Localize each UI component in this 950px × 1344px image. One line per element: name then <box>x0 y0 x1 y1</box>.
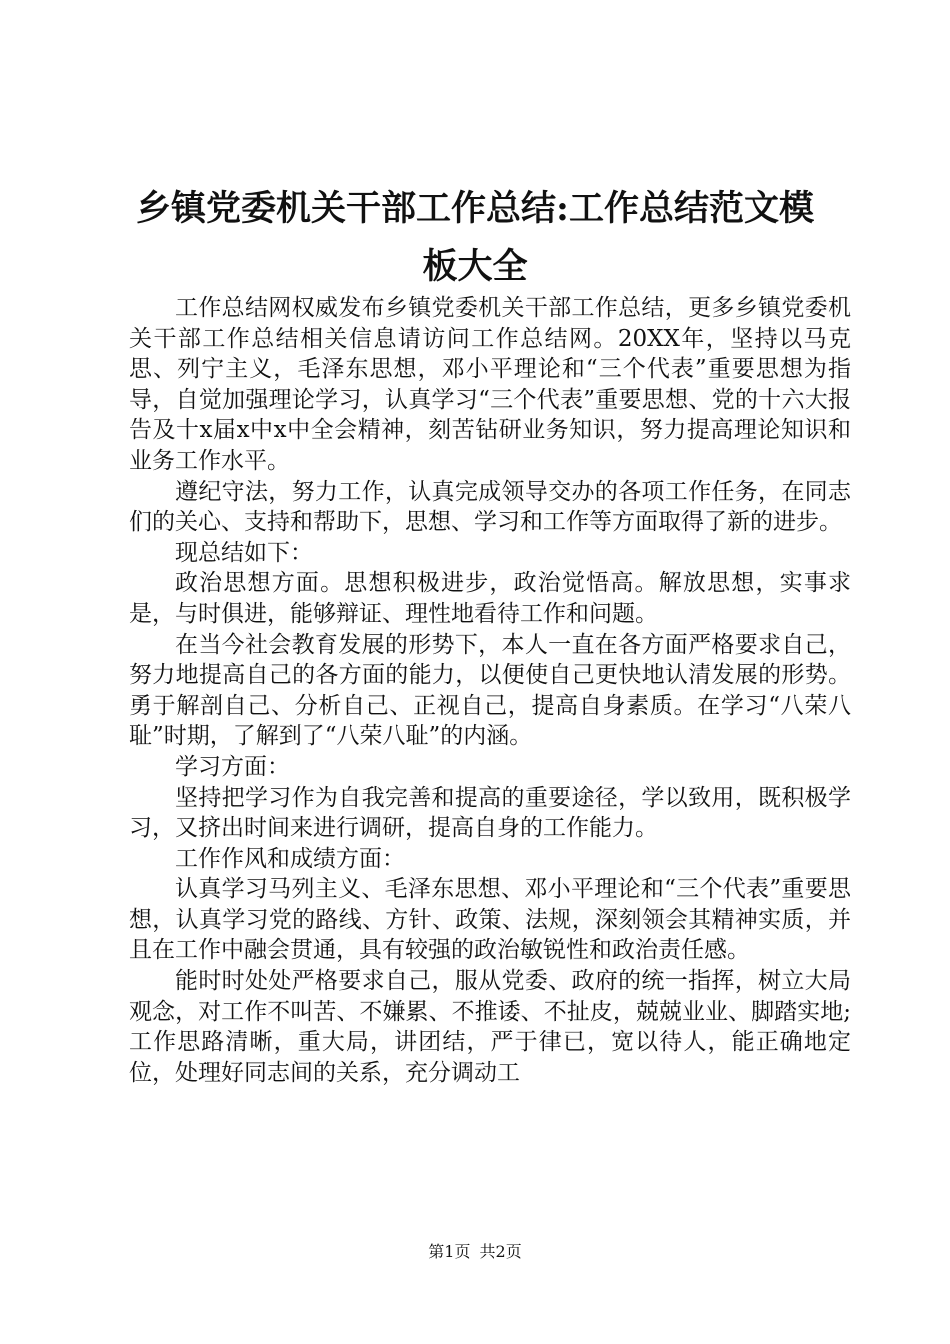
body-paragraph: 坚持把学习作为自我完善和提高的重要途径，学以致用，既积极学习，又挤出时间来进行调研，提高自身的工作能力。 <box>129 784 851 842</box>
body-paragraph: 现总结如下： <box>175 539 313 566</box>
body-paragraph: 认真学习马列主义、毛泽东思想、邓小平理论和“三个代表”重要思想，认真学习党的路线、方针、政策、法规，深刻领会其精神实质，并且在工作中融会贯通，具有较强的政治敏锐性和政治责任感。 <box>129 876 851 964</box>
body-paragraph: 遵纪守法，努力工作，认真完成领导交办的各项工作任务，在同志们的关心、支持和帮助下，思想、学习和工作等方面取得了新的进步。 <box>129 478 851 536</box>
document-title: 乡镇党委机关干部工作总结:工作总结范文模板大全 <box>136 188 814 287</box>
document-body <box>129 293 851 1088</box>
body-paragraph: 在当今社会教育发展的形势下，本人一直在各方面严格要求自己，努力地提高自己的各方面的能力，以便使自己更快地认清发展的形势。勇于解剖自己、分析自己、正视自己，提高自身素质。在学习“八荣八耻”时期，了解到了“八荣八耻”的内涵。 <box>129 631 851 750</box>
page-footer <box>0 1242 950 1262</box>
body-paragraph: 工作总结网权威发布乡镇党委机关干部工作总结，更多乡镇党委机关干部工作总结相关信息请访问工作总结网。20XX年，坚持以马克思、列宁主义，毛泽东思想，邓小平理论和“三个代表”重要思想为指导，自觉加强理论学习，认真学习“三个代表”重要思想、党的十六大报告及十x届x中x中全会精神，刻苦钻研业务知识，努力提高理论知识和业务工作水平。 <box>129 295 851 474</box>
page-total: 共2页 <box>479 1242 522 1261</box>
page-number: 第1页 <box>428 1242 471 1261</box>
body-paragraph: 学习方面： <box>175 753 290 780</box>
body-paragraph: 能时时处处严格要求自己，服从党委、政府的统一指挥，树立大局观念，对工作不叫苦、不嫌累、不推诿、不扯皮，兢兢业业、脚踏实地;工作思路清晰，重大局，讲团结，严于律已，宽以待人，能正确地定位，处理好同志间的关系，充分调动工 <box>129 968 851 1086</box>
body-paragraph: 工作作风和成绩方面： <box>175 845 405 872</box>
body-paragraph: 政治思想方面。思想积极进步，政治觉悟高。解放思想，实事求是，与时俱进，能够辩证、理性地看待工作和问题。 <box>129 570 851 627</box>
